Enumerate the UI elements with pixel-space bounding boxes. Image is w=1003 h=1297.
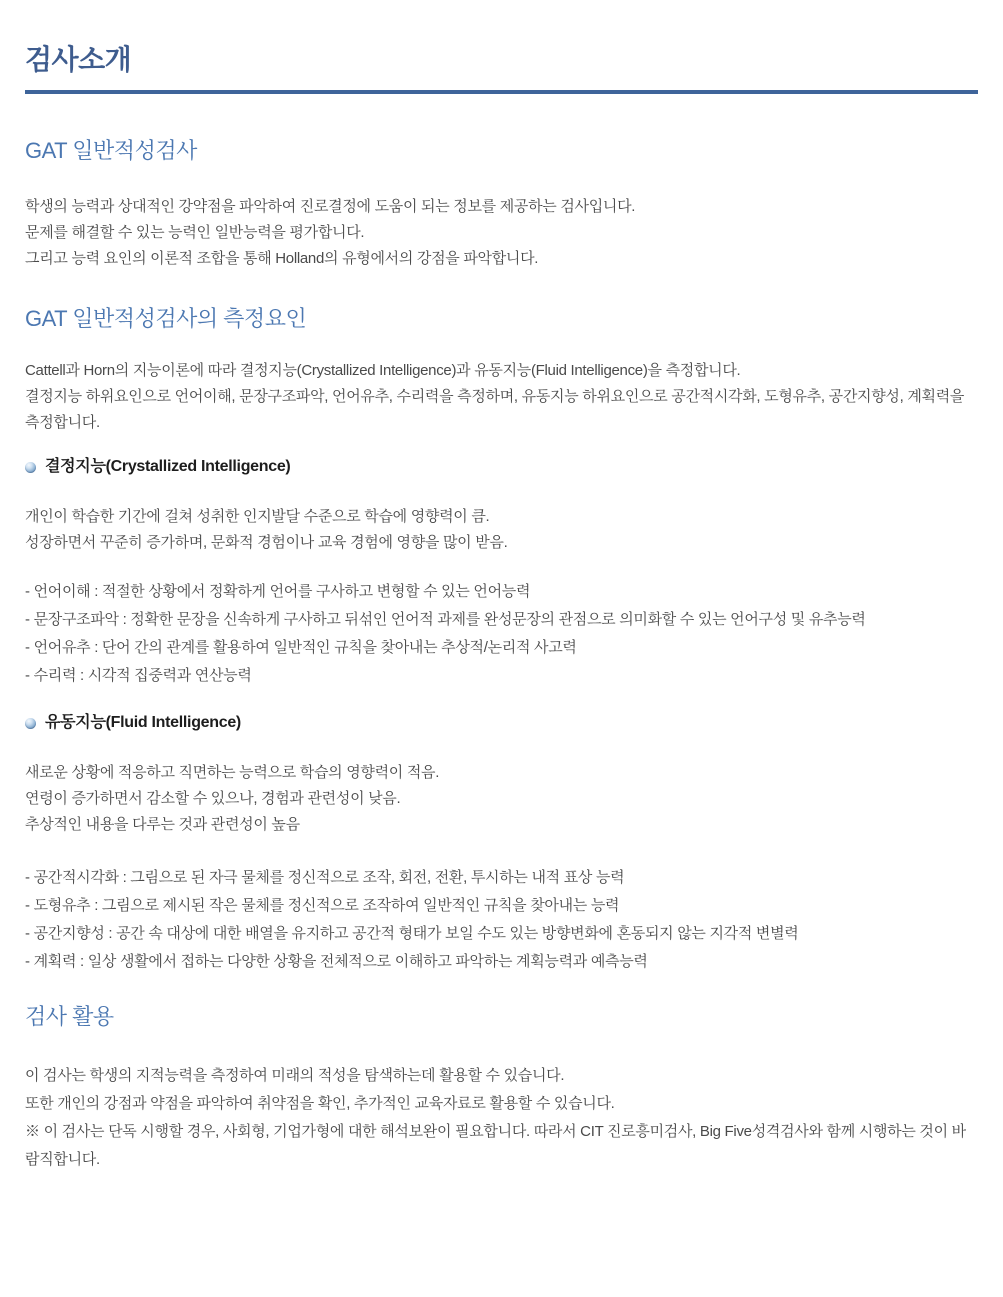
text-line: 추상적인 내용을 다루는 것과 관련성이 높음 <box>25 816 300 833</box>
text-line: 결정지능 하위요인으로 언어이해, 문장구조파악, 언어유추, 수리력을 측정하며, 유동지능 하위요인으로 공간적시각화, 도형유추, 공간지향성, 계획력을 측정합니다. <box>25 388 965 431</box>
section-heading-factors: GAT 일반적성검사의 측정요인 <box>25 306 307 331</box>
test-introduction-page <box>0 42 1003 1297</box>
title-divider <box>25 90 978 94</box>
list-item: - 문장구조파악 : 정확한 문장을 신속하게 구사하고 뒤섞인 언어적 과제를 완성문장의 관점으로 의미화할 수 있는 언어구성 및 유추능력 <box>25 611 866 628</box>
list-item: - 언어이해 : 적절한 상황에서 정확하게 언어를 구사하고 변형할 수 있는 언어능력 <box>25 583 531 600</box>
list-item: - 언어유추 : 단어 간의 관계를 활용하여 일반적인 규칙을 찾아내는 추상적/논리적 사고력 <box>25 639 577 656</box>
crystallized-description <box>25 504 978 556</box>
text-line: 학생의 능력과 상대적인 강약점을 파악하여 진로결정에 도움이 되는 정보를 제공하는 검사입니다. <box>25 198 636 215</box>
crystallized-factor-list <box>25 578 978 690</box>
factors-description <box>25 358 978 436</box>
usage-description <box>25 1062 978 1174</box>
fluid-description <box>25 760 978 838</box>
text-line: 성장하면서 꾸준히 증가하며, 문화적 경험이나 교육 경험에 영향을 많이 받음. <box>25 534 508 551</box>
text-line: ※ 이 검사는 단독 시행할 경우, 사회형, 기업가형에 대한 해석보완이 필요합니다. 따라서 CIT 진로흥미검사, Big Five성격검사와 함께 시행하는 것이 바람직합니다. <box>25 1123 966 1168</box>
subsection-heading-fluid <box>25 712 978 734</box>
sphere-bullet-icon <box>25 462 36 473</box>
list-item: - 도형유추 : 그림으로 제시된 작은 물체를 정신적으로 조작하여 일반적인 규칙을 찾아내는 능력 <box>25 897 620 914</box>
list-item: - 공간지향성 : 공간 속 대상에 대한 배열을 유지하고 공간적 형태가 보일 수도 있는 방향변화에 혼동되지 않는 지각적 변별력 <box>25 925 799 942</box>
list-item: - 공간적시각화 : 그림으로 된 자극 물체를 정신적으로 조작, 회전, 전환, 투시하는 내적 표상 능력 <box>25 869 625 886</box>
sphere-bullet-icon <box>25 718 36 729</box>
subsection-heading-crystallized <box>25 456 978 478</box>
list-item: - 수리력 : 시각적 집중력과 연산능력 <box>25 667 252 684</box>
text-line: 새로운 상황에 적응하고 직면하는 능력으로 학습의 영향력이 적음. <box>25 764 440 781</box>
subsection-title: 결정지능(Crystallized Intelligence) <box>45 458 291 475</box>
fluid-factor-list <box>25 864 978 976</box>
subsection-title: 유동지능(Fluid Intelligence) <box>45 714 241 731</box>
text-line: 개인이 학습한 기간에 걸쳐 성취한 인지발달 수준으로 학습에 영향력이 큼. <box>25 508 490 525</box>
text-line: 또한 개인의 강점과 약점을 파악하여 취약점을 확인, 추가적인 교육자료로 활용할 수 있습니다. <box>25 1095 615 1112</box>
page-title: 검사소개 <box>25 44 132 75</box>
text-line: 연령이 증가하면서 감소할 수 있으나, 경험과 관련성이 낮음. <box>25 790 401 807</box>
text-line: 문제를 해결할 수 있는 능력인 일반능력을 평가합니다. <box>25 224 365 241</box>
list-item: - 계획력 : 일상 생활에서 접하는 다양한 상황을 전체적으로 이해하고 파악하는 계획능력과 예측능력 <box>25 953 648 970</box>
text-line: 이 검사는 학생의 지적능력을 측정하여 미래의 적성을 탐색하는데 활용할 수 있습니다. <box>25 1067 565 1084</box>
section-heading-gat: GAT 일반적성검사 <box>25 138 197 163</box>
gat-description <box>25 194 978 272</box>
section-heading-usage: 검사 활용 <box>25 1004 114 1029</box>
text-line: Cattell과 Horn의 지능이론에 따라 결정지능(Crystallized Intelligence)과 유동지능(Fluid Intelligence)을 측정합니다. <box>25 362 741 379</box>
text-line: 그리고 능력 요인의 이론적 조합을 통해 Holland의 유형에서의 강점을 파악합니다. <box>25 250 539 267</box>
